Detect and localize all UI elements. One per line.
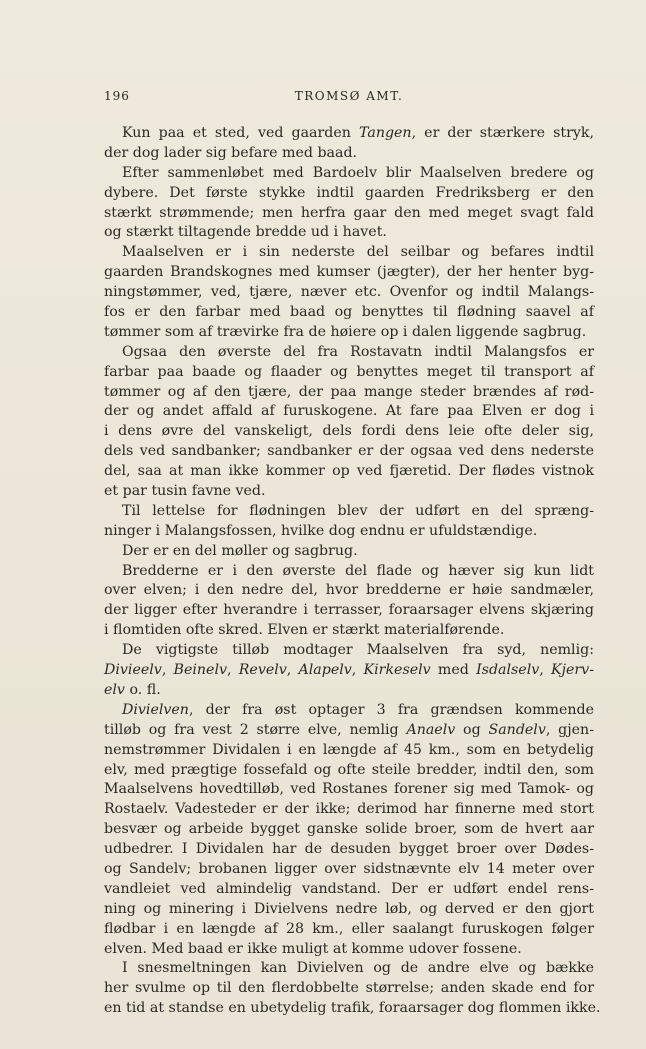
text-run: farbar paa baade og flaader og benyttes meget til transport af	[104, 363, 594, 380]
text-run: over elven; i den nedre del, hvor bredderne er høie sandmæler,	[104, 582, 594, 599]
text-run: Der er en del møller og sagbrug.	[122, 542, 358, 559]
text-line	[104, 641, 594, 661]
text-line	[104, 701, 594, 721]
text-line	[104, 999, 601, 1019]
text-run: tilløb og fra vest 2 større elve, nemlig	[104, 721, 407, 738]
italic-name: elv	[104, 681, 125, 698]
italic-name: Divieelv	[104, 662, 162, 679]
text-run: De vigtigste tilløb modtager Maalselven fra syd, nemlig:	[122, 642, 594, 659]
text-line	[104, 542, 594, 562]
text-run: ,	[227, 662, 239, 679]
text-run: ,	[539, 662, 551, 679]
text-run: og Sandelv; brobanen ligger over sidstnævnte elv 14 meter over	[104, 860, 594, 877]
text-line	[104, 422, 594, 442]
text-run: tømmer som af trævirke fra de høiere op i dalen liggende sagbrug.	[104, 323, 587, 340]
italic-name: Tangen	[359, 125, 412, 141]
italic-name: Sandelv	[488, 721, 546, 738]
text-run: Bredderne er i den øverste del flade og hæver sig kun lidt	[122, 562, 594, 579]
text-run: udbedrer. I Dividalen har de desuden bygget broer over Dødes-	[104, 841, 594, 858]
text-line	[104, 204, 594, 224]
text-line	[104, 164, 594, 184]
text-line	[104, 303, 594, 323]
text-line	[104, 820, 594, 840]
text-run: i flomtiden ofte skred. Elven er stærkt materialførende.	[104, 622, 505, 639]
text-run: del, saa at man ikke kommer op ved fjæretid. Der flødes vistnok	[104, 463, 594, 480]
text-line	[104, 263, 594, 283]
text-run: , er der stærkere stryk,	[411, 125, 594, 141]
text-line	[104, 442, 594, 462]
text-run: med	[430, 662, 477, 679]
text-run: Rostaelv. Vadesteder er der ikke; derimod har finnerne med stort	[104, 801, 594, 818]
page-number: 196	[104, 89, 130, 103]
text-line	[104, 522, 594, 542]
text-run: Ogsaa den øverste del fra Rostavatn indtil Malangsfos er	[122, 343, 594, 360]
text-line	[104, 661, 594, 681]
text-line	[104, 383, 594, 403]
text-line	[104, 124, 594, 144]
text-run: her svulme op til den flerdobbelte størrelse; anden skade end for	[104, 980, 594, 997]
text-run: Til lettelse for flødningen blev der udført en del spræng-	[122, 502, 594, 519]
text-line	[104, 621, 594, 641]
text-run: ning og minering i Divielvens nedre løb, og derved er den gjort	[104, 900, 594, 917]
text-line	[104, 860, 594, 880]
text-run: elven. Med baad er ikke muligt at komme udover fossene.	[104, 940, 522, 957]
text-run: dybere. Det første stykke indtil gaarden Fredriksberg er den	[104, 184, 594, 201]
text-run: vandleiet ved almindelig vandstand. Der er udført endel rens-	[104, 880, 594, 897]
page-header	[104, 89, 594, 107]
text-run: stærkt strømmende; men herfra gaar den med meget svagt fald	[104, 204, 594, 221]
italic-name: Kjerv-	[551, 662, 594, 679]
text-line	[104, 562, 594, 582]
text-line	[104, 880, 594, 900]
text-run: ninger i Malangsfossen, hvilke dog endnu er ufuldstændige.	[104, 522, 538, 539]
text-line	[104, 144, 594, 164]
text-line	[104, 363, 594, 383]
text-run: nemstrømmer Dividalen i en længde af 45 km., som en betydelig	[104, 741, 594, 758]
running-head: TROMSØ AMT.	[294, 89, 404, 103]
text-run: ,	[351, 662, 364, 679]
text-run: i dens øvre del vanskeligt, dels fordi dens leie ofte deler sig,	[104, 423, 594, 440]
text-run: der dog lader sig befare med baad.	[104, 144, 358, 161]
text-run: ningstømmer, ved, tjære, næver etc. Ovenfor og indtil Malangs-	[104, 284, 594, 301]
text-run: og	[455, 721, 489, 738]
text-line	[104, 462, 594, 482]
text-line	[104, 681, 594, 701]
text-line	[104, 721, 594, 741]
text-run: besvær og arbeide bygget ganske solide broer, som de hvert aar	[104, 821, 594, 838]
text-line	[104, 900, 594, 920]
text-run: elv, med prægtige fossefald og ofte steile bredder, indtil den, som	[104, 761, 594, 778]
text-run: et par tusin favne ved.	[104, 483, 266, 500]
italic-name: Anaelv	[406, 721, 456, 738]
text-run: o. fl.	[124, 681, 161, 698]
text-run: , gjen-	[545, 721, 594, 738]
text-run: gaarden Brandskognes med kumser (jægter), der her henter byg-	[104, 264, 594, 281]
text-run: og stærkt tiltagende bredde ud i havet.	[104, 224, 387, 241]
text-line	[104, 800, 594, 820]
italic-name: Kirkeselv	[363, 662, 431, 679]
text-run: der og andet affald af furuskogene. At fare paa Elven er dog i	[104, 403, 594, 420]
text-run: en tid at standse en ubetydelig trafik, foraarsager dog flommen ikke.	[104, 1000, 601, 1017]
text-run: der ligger efter hverandre i terrasser, foraarsager elvens skjæring	[104, 602, 594, 619]
text-line	[104, 920, 594, 940]
italic-name: Revelv	[238, 662, 287, 679]
text-line	[104, 243, 594, 263]
text-run: ,	[161, 662, 174, 679]
text-line	[104, 482, 594, 502]
text-run: ,	[286, 662, 299, 679]
text-run: I snesmeltningen kan Divielven og de andre elve og bække	[122, 960, 594, 977]
text-run: Maalselven er i sin nederste del seilbar og befares indtil	[122, 244, 594, 261]
text-line	[104, 323, 594, 343]
body-text	[104, 124, 601, 1019]
italic-name: Divielven	[122, 701, 189, 718]
text-run: fos er den farbar med baad og benyttes til flødning saavel af	[104, 304, 594, 321]
text-line	[104, 343, 594, 363]
text-run: flødbar i en længde af 28 km., eller saalangt furuskogen følger	[104, 920, 594, 937]
text-run: Efter sammenløbet med Bardoelv blir Maalselven bredere og	[122, 164, 594, 181]
text-line	[104, 283, 594, 303]
text-run: tømmer og af den tjære, der paa mange steder brændes af rød-	[104, 383, 594, 400]
text-run: dels ved sandbanker; sandbanker er der ogsaa ved dens nederste	[104, 443, 594, 460]
text-line	[104, 979, 594, 999]
italic-name: Alapelv	[298, 662, 352, 679]
text-line	[104, 780, 594, 800]
text-line	[104, 502, 594, 522]
text-line	[104, 940, 594, 960]
text-line	[104, 184, 594, 204]
italic-name: Beinelv	[173, 662, 227, 679]
text-line	[104, 601, 594, 621]
text-line	[104, 581, 594, 601]
text-line	[104, 959, 594, 979]
text-line	[104, 223, 594, 243]
text-line	[104, 741, 594, 761]
italic-name: Isdalselv	[476, 662, 540, 679]
text-run: Maalselvens hovedtilløb, ved Rostanes forener sig med Tamok- og	[104, 781, 594, 798]
text-line	[104, 840, 594, 860]
text-run: , der fra øst optager 3 fra grændsen kommende	[188, 701, 594, 718]
text-run: Kun paa et sted, ved gaarden	[122, 125, 359, 141]
text-line	[104, 761, 594, 781]
text-line	[104, 402, 594, 422]
